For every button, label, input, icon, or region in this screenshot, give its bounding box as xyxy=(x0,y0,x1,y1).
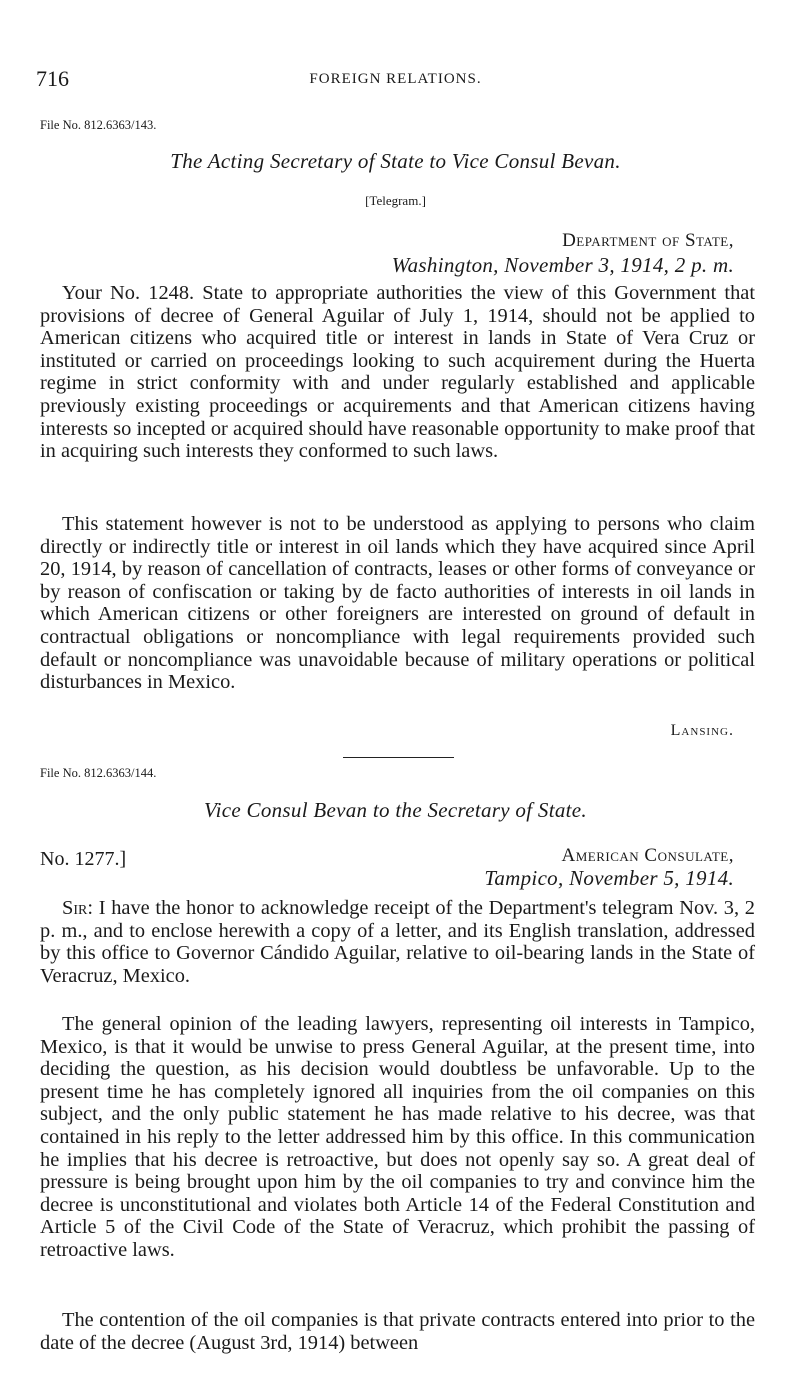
running-title: FOREIGN RELATIONS. xyxy=(309,71,482,87)
letter-paragraph-1 xyxy=(40,897,755,987)
telegram-paragraph-2: This statement however is not to be understood as applying to persons who claim directly or indirectly title or interest in oil lands which they have acquired since April 20, 1914, by reason of cancellation of contracts, leases or other forms of conveyance or by reason of confiscation or taking by de facto authorities of interests in oil lands in which American citizens or other foreigners are interested on ground of default in contractual obligations or noncompliance with legal requirements provided such default or noncompliance was unavoidable because of military operations or political disturbances in Mexico. xyxy=(40,513,755,694)
telegram-paragraph-1: Your No. 1248. State to appropriate authorities the view of this Government that provisions of decree of General Aguilar of July 1, 1914, should not be applied to American citizens who acquired title or interest in lands in State of Vera Cruz or instituted or carried on proceedings looking to such acquirement during the Huerta regime in strict conformity with and under regularly established and applicable previously existing proceedings or acquirements and that American citizens having interests so incepted or acquired should have reasonable opportunity to make proof that in acquiring such interests they conformed to such laws. xyxy=(40,282,755,463)
letter-number: No. 1277.] xyxy=(40,848,127,870)
telegram-label: [Telegram.] xyxy=(365,193,426,208)
section-divider xyxy=(343,757,454,758)
letter-paragraph-2: The general opinion of the leading lawyers, representing oil interests in Tampico, Mexico, is that it would be unwise to press General Aguilar, at the present time, into deciding the question, as his decision would doubtless be unfavorable. Up to the present time he has completely ignored all inquiries from the oil companies on this subject, and the only public statement he has made relative to his decree, was that contained in his reply to the letter addressed him by this office. In this communication he implies that his decree is retroactive, but does not openly say so. A great deal of pressure is being brought upon him by the oil companies to try and convince him the decree is unconstitutional and violates both Article 14 of the Federal Constitution and Article 5 of the Civil Code of the State of Veracruz, which prohibit the passing of retroactive laws. xyxy=(40,1013,755,1261)
telegram-sender: Department of State, xyxy=(562,230,734,251)
telegram-signature: Lansing. xyxy=(670,722,734,739)
file-number-143: File No. 812.6363/143. xyxy=(40,118,157,132)
letter-salutation: Sir: xyxy=(62,897,94,919)
letter-paragraph-1-text: I have the honor to acknowledge receipt of the Department's telegram Nov. 3, 2 p. m., and to enclose herewith a copy of a letter, and its English translation, addressed by this office to Governor Cándido Aguilar, relative to oil-bearing lands in the State of Veracruz, Mexico. xyxy=(40,897,756,987)
file-number-144: File No. 812.6363/144. xyxy=(40,766,157,780)
letter-place-date: Tampico, November 5, 1914. xyxy=(484,866,734,890)
telegram-heading: The Acting Secretary of State to Vice Consul Bevan. xyxy=(170,149,621,173)
letter-heading: Vice Consul Bevan to the Secretary of State. xyxy=(204,798,587,822)
letter-sender: American Consulate, xyxy=(561,845,734,866)
telegram-place-date: Washington, November 3, 1914, 2 p. m. xyxy=(391,253,734,277)
page-number: 716 xyxy=(36,66,69,91)
letter-paragraph-3: The contention of the oil companies is that private contracts entered into prior to the date of the decree (August 3rd, 1914) between xyxy=(40,1309,755,1354)
